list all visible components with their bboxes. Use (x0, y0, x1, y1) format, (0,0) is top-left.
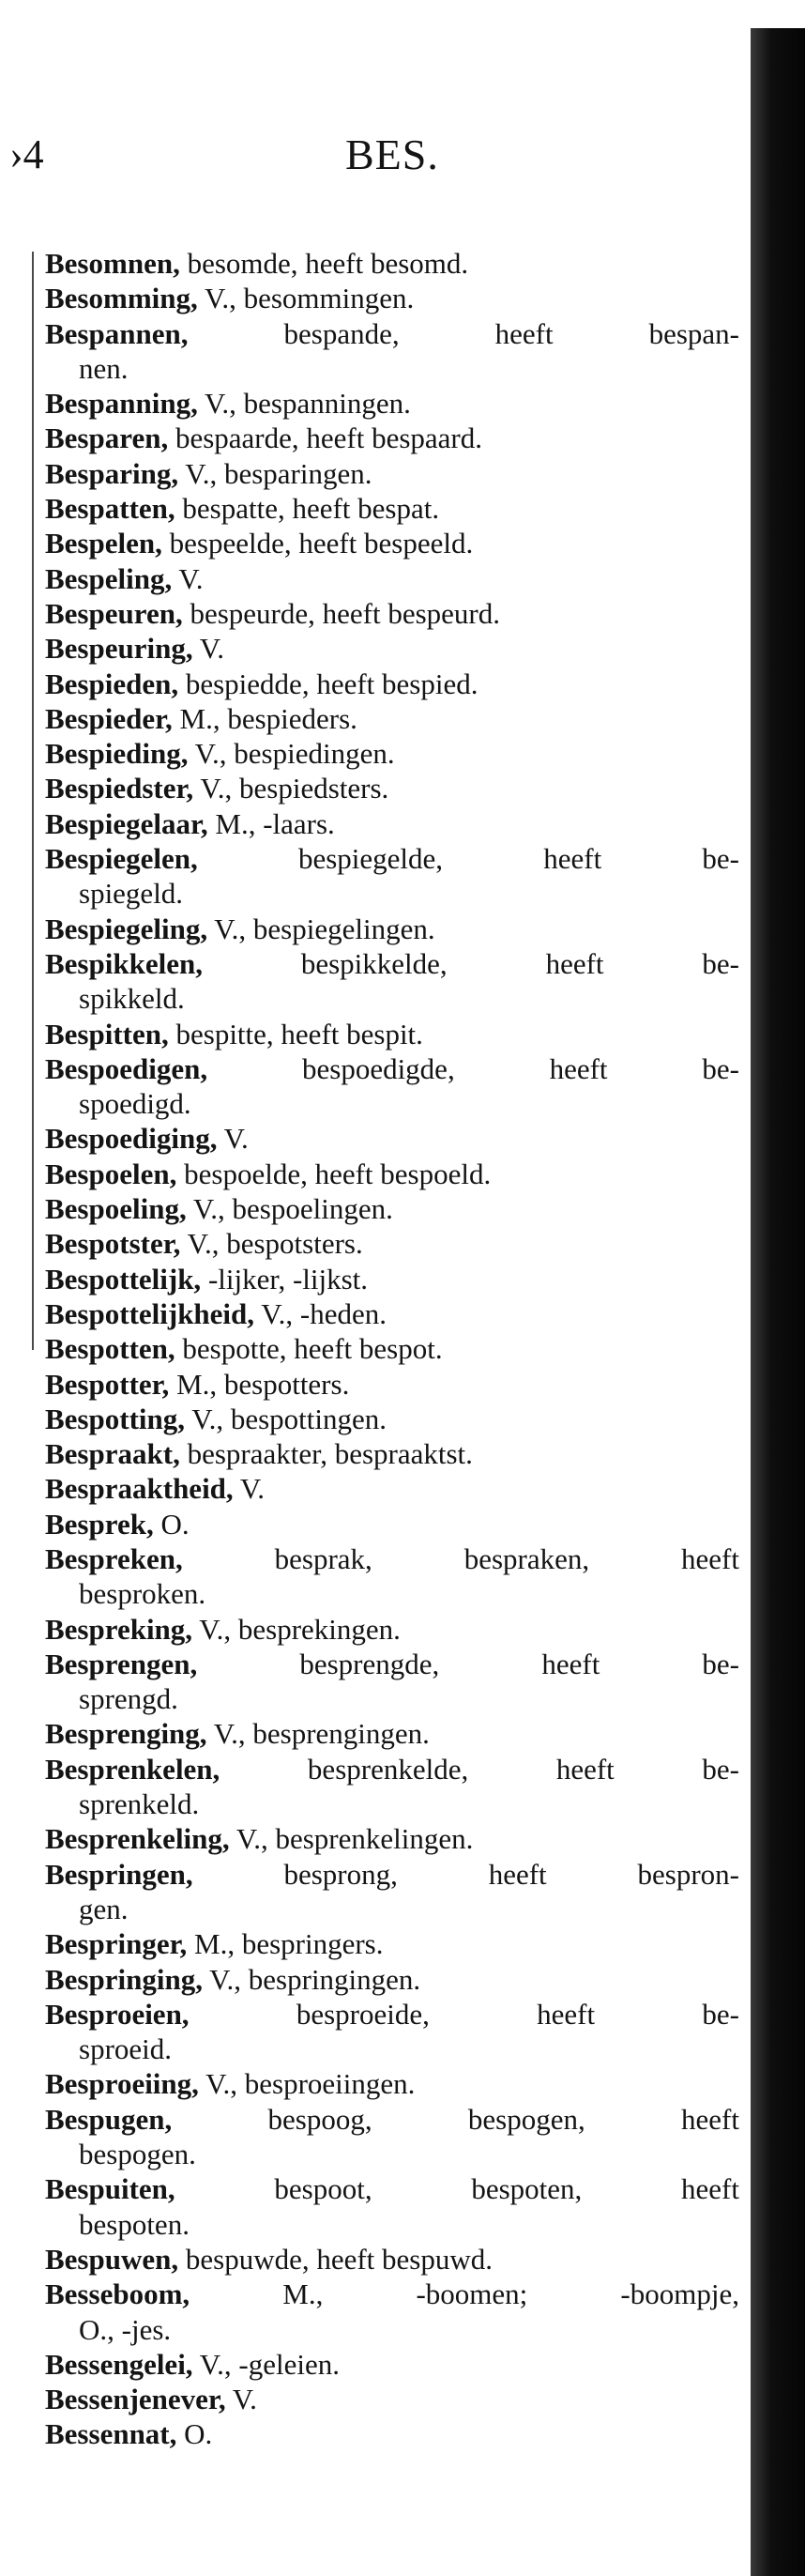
entry-headword: Bespoelen, (45, 1157, 177, 1190)
entry-definition: V. (192, 632, 224, 666)
entry-definition: besprengde, heeft be- (197, 1647, 739, 1680)
entry-definition: V., bespiedsters. (193, 772, 389, 805)
binding-shadow (751, 28, 805, 2576)
dictionary-entry (45, 1716, 739, 1751)
entry-definition: M., -laars. (207, 806, 335, 840)
dictionary-entry (45, 1191, 739, 1226)
entry-continuation: nen. (79, 351, 129, 385)
entry-headword: Bespanning, (45, 387, 198, 421)
dictionary-entry (45, 1436, 739, 1471)
entry-headword: Bespannen, (45, 316, 189, 350)
entry-headword: Bespieding, (45, 737, 189, 771)
entry-definition: V., besprekingen. (192, 1612, 401, 1646)
entry-continuation: spiegeld. (79, 877, 184, 911)
entry-headword: Bespiedster, (45, 772, 194, 805)
entry-definition: bespeelde, heeft bespeeld. (161, 527, 474, 560)
dictionary-entry (45, 1612, 739, 1647)
entry-headword: Bespieder, (45, 701, 173, 735)
entry-headword: Bespoediging, (45, 1122, 218, 1156)
entry-headword: Bespiegeling, (45, 912, 208, 945)
entry-definition: bespande, heeft bespan- (188, 316, 739, 350)
entry-headword: Bespottelijk, (45, 1262, 202, 1296)
entry-definition: V., -heden. (254, 1296, 387, 1330)
dictionary-entry (45, 281, 739, 315)
dictionary-entry (45, 246, 739, 281)
entry-continuation: besproken. (79, 1577, 206, 1611)
dictionary-entry (45, 946, 739, 981)
entry-definition: bespotte, heeft bespot. (175, 1332, 443, 1366)
entry-definition: V. (225, 2383, 257, 2416)
dictionary-entry (45, 2102, 739, 2137)
entry-definition: besprong, heeft bespron- (192, 1857, 739, 1891)
entry-definition: bespikkelde, heeft be- (202, 946, 739, 980)
entry-definition: bespatte, heeft bespat. (175, 492, 440, 526)
dictionary-entry (45, 561, 739, 596)
entry-continuation: O., -jes. (79, 2312, 172, 2346)
entry-headword: Bessengelei, (45, 2347, 193, 2381)
entry-definition: V., besparingen. (178, 456, 372, 490)
entry-headword: Bespuiten, (45, 2172, 175, 2206)
entry-headword: Besprenkeling, (45, 1822, 230, 1856)
entry-headword: Bespotster, (45, 1227, 181, 1261)
entry-headword: Bespotter, (45, 1367, 170, 1401)
entry-definition: V., besprengingen. (206, 1717, 430, 1751)
entry-headword: Bespuwen, (45, 2242, 179, 2276)
entry-definition: bespiegelde, heeft be- (197, 842, 739, 876)
dictionary-entry (45, 1402, 739, 1436)
entry-definition: M., bespringers. (187, 1927, 384, 1961)
entry-definition: bespaarde, heeft bespaard. (168, 422, 482, 455)
dictionary-entry (45, 2382, 739, 2416)
entry-headword: Bespotten, (45, 1332, 175, 1366)
entry-headword: Bespugen, (45, 2102, 173, 2136)
dictionary-entry (45, 2347, 739, 2382)
entry-definition: bespitte, heeft bespit. (168, 1017, 423, 1050)
entry-definition: V. (217, 1122, 249, 1156)
entry-headword: Bespoeling, (45, 1192, 187, 1226)
dictionary-entry (45, 1857, 739, 1892)
entry-definition: V., bespanningen. (197, 387, 411, 421)
dictionary-entry (45, 701, 739, 736)
entry-definition: bespoot, bespoten, heeft (175, 2172, 739, 2206)
entry-headword: Bespottelijkheid, (45, 1296, 255, 1330)
entry-headword: Bespraakt, (45, 1437, 180, 1471)
entry-headword: Bespikkelen, (45, 946, 203, 980)
entry-headword: Besproeien, (45, 1997, 190, 2031)
entry-headword: Bespotting, (45, 1402, 185, 1435)
dictionary-entry (45, 771, 739, 805)
entry-definition: bespoog, bespogen, heeft (172, 2102, 739, 2136)
entry-continuation: spoedigd. (79, 1087, 191, 1121)
dictionary-entry (45, 1017, 739, 1051)
dictionary-entry (45, 736, 739, 771)
dictionary-entry (45, 596, 739, 631)
dictionary-entry (45, 1226, 739, 1261)
dictionary-entry (45, 2416, 739, 2451)
entry-continuation: bespogen. (79, 2138, 196, 2171)
dictionary-entry (45, 421, 739, 455)
entry-definition: besomde, heeft besomd. (179, 247, 469, 280)
dictionary-entry (45, 1962, 739, 1997)
dictionary-entries (45, 246, 739, 2452)
entry-definition: V. (172, 561, 204, 595)
entry-definition: V., besprenkelingen. (229, 1822, 474, 1856)
entry-definition: V., besproeiingen. (198, 2067, 416, 2101)
entry-definition: M., bespotters. (169, 1367, 350, 1401)
entry-headword: Besparen, (45, 422, 169, 455)
dictionary-entry (45, 1507, 739, 1541)
entry-headword: Bespiegelaar, (45, 806, 208, 840)
dictionary-entry (45, 1752, 739, 1786)
entry-continuation: bespoten. (79, 2207, 190, 2241)
dictionary-entry (45, 316, 739, 351)
dictionary-entry (45, 2277, 739, 2311)
entry-headword: Bespeuren, (45, 596, 183, 630)
entry-definition: bespoelde, heeft bespoeld. (176, 1157, 492, 1190)
entry-headword: Bespoedigen, (45, 1051, 208, 1085)
entry-definition: bespraakter, bespraaktst. (179, 1437, 473, 1471)
dictionary-entry (45, 631, 739, 666)
entry-definition: V., bespiegelingen. (207, 912, 435, 945)
entry-continuation: sprengd. (79, 1682, 178, 1716)
entry-definition: besprak, bespraken, heeft (182, 1541, 739, 1575)
entry-headword: Besomming, (45, 282, 198, 315)
entry-continuation: gen. (79, 1892, 129, 1925)
dictionary-entry (45, 1997, 739, 2032)
entry-headword: Bespreken, (45, 1541, 183, 1575)
entry-definition: bespuwde, heeft bespuwd. (178, 2242, 494, 2276)
dictionary-entry (45, 2066, 739, 2101)
entry-headword: Bespeuring, (45, 632, 193, 666)
dictionary-entry (45, 1296, 739, 1331)
dictionary-entry (45, 1647, 739, 1681)
entry-headword: Bespringen, (45, 1857, 193, 1891)
entry-definition: bespoedigde, heeft be- (207, 1051, 739, 1085)
entry-headword: Bespatten, (45, 492, 175, 526)
entry-headword: Besproeiing, (45, 2067, 199, 2101)
entry-definition: V. (233, 1472, 266, 1506)
entry-headword: Bespeling, (45, 561, 173, 595)
entry-headword: Bespreking, (45, 1612, 193, 1646)
entry-continuation: sprenkeld. (79, 1787, 200, 1821)
entry-continuation: sproeid. (79, 2032, 173, 2066)
dictionary-entry (45, 526, 739, 560)
entry-definition: O. (176, 2417, 213, 2451)
dictionary-entry (45, 2242, 739, 2277)
page-number: ›4 (9, 131, 44, 177)
entry-headword: Bespraaktheid, (45, 1472, 234, 1506)
dictionary-entry (45, 912, 739, 946)
dictionary-entry (45, 1471, 739, 1506)
entry-definition: besprenkelde, heeft be- (220, 1752, 739, 1786)
entry-definition: V., bespottingen. (185, 1402, 387, 1435)
entry-definition: bespiedde, heeft bespied. (178, 667, 478, 700)
entry-headword: Besprenkelen, (45, 1752, 220, 1786)
entry-headword: Bessennat, (45, 2417, 177, 2451)
dictionary-entry (45, 491, 739, 526)
dictionary-entry (45, 1051, 739, 1086)
dictionary-entry (45, 1541, 739, 1576)
entry-headword: Bespiegelen, (45, 842, 198, 876)
left-margin-rule (32, 252, 34, 1350)
entry-definition: besproeide, heeft be- (189, 1997, 739, 2031)
entry-headword: Besparing, (45, 456, 179, 490)
dictionary-entry (45, 1121, 739, 1156)
dictionary-entry (45, 1926, 739, 1961)
entry-definition: M., bespieders. (172, 701, 357, 735)
dictionary-entry (45, 1331, 739, 1366)
entry-headword: Bessenjenever, (45, 2383, 226, 2416)
dictionary-entry (45, 1262, 739, 1296)
entry-definition: V., bespoelingen. (186, 1192, 393, 1226)
entry-definition: V., bespotsters. (180, 1227, 363, 1261)
entry-headword: Besprek, (45, 1507, 154, 1541)
entry-headword: Besprenging, (45, 1717, 207, 1751)
dictionary-entry (45, 386, 739, 421)
entry-definition: V., bespiedingen. (188, 737, 395, 771)
dictionary-entry (45, 2171, 739, 2206)
dictionary-entry (45, 841, 739, 876)
dictionary-entry (45, 1157, 739, 1191)
entry-headword: Bespringer, (45, 1927, 188, 1961)
entry-definition: O. (153, 1507, 190, 1541)
running-head: BES. (345, 130, 439, 178)
entry-definition: -lijker, -lijkst. (201, 1262, 369, 1296)
entry-definition: V., besommingen. (197, 282, 415, 315)
entry-headword: Besseboom, (45, 2277, 190, 2311)
entry-headword: Bespitten, (45, 1017, 169, 1050)
entry-headword: Bespringing, (45, 1962, 203, 1996)
dictionary-entry (45, 806, 739, 841)
dictionary-entry (45, 1821, 739, 1856)
entry-continuation: spikkeld. (79, 982, 185, 1016)
entry-definition: bespeurde, heeft bespeurd. (182, 596, 500, 630)
dictionary-entry (45, 667, 739, 701)
entry-definition: V., -geleien. (192, 2347, 340, 2381)
entry-headword: Bespelen, (45, 527, 162, 560)
dictionary-entry (45, 456, 739, 491)
entry-headword: Besprengen, (45, 1647, 198, 1680)
dictionary-entry (45, 1367, 739, 1402)
entry-headword: Bespieden, (45, 667, 179, 700)
entry-headword: Besomnen, (45, 247, 180, 280)
entry-definition: V., bespringingen. (202, 1962, 421, 1996)
entry-definition: M., -boomen; -boompje, (190, 2277, 739, 2311)
